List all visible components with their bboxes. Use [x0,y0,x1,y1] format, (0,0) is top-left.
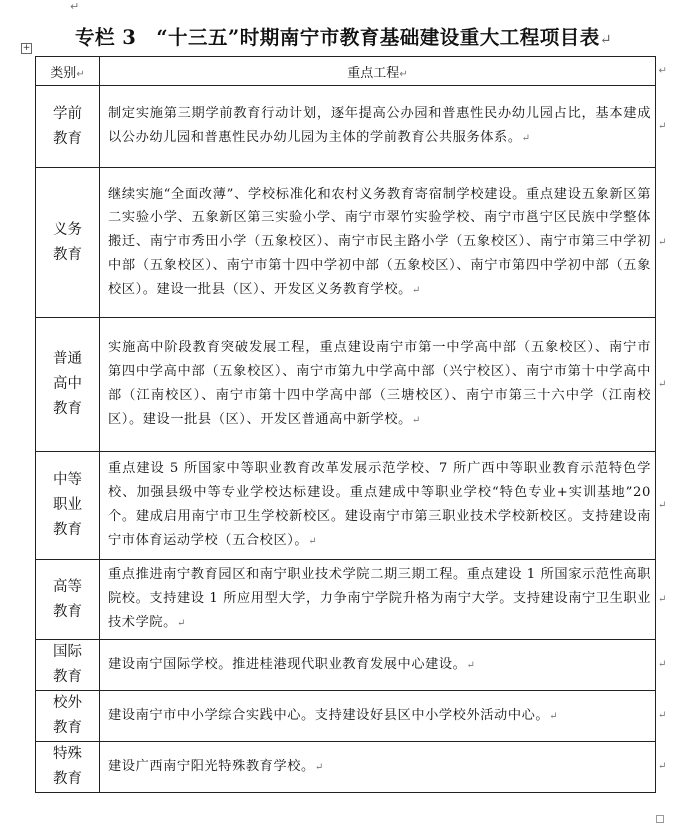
row-end-mark: ↵ [658,378,667,390]
category-line: 教育 [53,669,82,685]
content-text: 实施高中阶段教育突破发展工程，重点建设南宁市第一中学高中部（五象校区）、南宁市第四中学高中部（五象校区）、南宁市第九中学高中部（兴宁校区）、南宁市第十中学高中部（江南校区）、南宁市第十四中学高中部（三塘校区）、南宁市第三十六中学（江南校区）。建设一批县（区）、开发区普通高中新学校。 [108,340,651,427]
project-table [35,56,667,793]
table-row [36,691,656,742]
table-row [36,742,656,793]
category-line: 教育 [53,522,82,538]
row-content [100,640,667,691]
category-line: 国际 [53,644,82,660]
content-text: 重点推进南宁教育园区和南宁职业技术学院二期三期工程。重点建设 1 所国家示范性高职院校。支持建设 1 所应用型大学，力争南宁学院升格为南宁大学。支持建设南宁卫生职业技术学院。 [108,567,651,630]
content-text: 建设南宁市中小学综合实践中心。支持建设好县区中小学校外活动中心。 [108,707,550,723]
row-content [100,452,667,560]
row-category [36,168,100,318]
category-line: 教育 [53,720,82,736]
category-line: 高等 [53,578,82,595]
paragraph-mark: ↵ [521,133,531,144]
category-line: 特殊 [53,746,82,762]
table-row [36,452,656,560]
table-row [36,640,656,691]
row-end-mark: ↵ [658,593,667,605]
title-paragraph-mark: ↵ [599,32,613,48]
row-end-mark: ↵ [658,236,667,248]
header-project: 重点工程↵ ↵ [100,57,656,86]
content-text: 继续实施“全面改薄”、学校标准化和农村义务教育寄宿制学校建设。重点建设五象新区第二实验小学、五象新区第三实验小学、南宁市翠竹实验学校、南宁市邕宁区民族中学整体搬迁、南宁市秀田小学（五象校区）、南宁市民主路小学（五象校区）、南宁市第三中学初中部（五象校区）、南宁市第十四中学初中部（五象校区）、南宁市第四中学初中部（五象校区）。建设一批县（区）、开发区义务教育学校。 [108,186,651,297]
content-text: 重点建设 5 所国家中等职业教育改革发展示范学校、7 所广西中等职业教育示范特色学校、加强县级中等专业学校达标建设。重点建成中等职业学校“特色专业+实训基地”20 个。建成启用南宁市卫生学校新校区。建设南宁市第三职业技术学校新校区。支持建设南宁市体育运动学校（五合校区）。 [108,461,651,548]
row-category [36,86,100,168]
paragraph-mark-top: ↵ [70,0,80,13]
table-row [36,168,656,318]
row-content [100,168,667,318]
category-line: 教育 [53,401,82,417]
row-category [36,560,100,640]
title-text: 专栏 3 “十三五”时期南宁市教育基础建设重大工程项目表 [74,26,600,49]
row-category [36,640,100,691]
paragraph-mark: ↵ [411,414,421,426]
row-end-mark: ↵ [658,761,667,773]
paragraph-mark: ↵ [308,535,318,547]
paragraph-mark: ↵ [314,761,324,773]
category-line: 普通 [53,351,82,367]
table-row [36,560,656,640]
table-row [36,86,656,168]
row-content [100,691,667,742]
category-line: 教育 [53,603,82,620]
paragraph-mark: ↵ [466,659,476,671]
row-end-mark: ↵ [658,499,667,511]
table-row [36,318,656,452]
row-end-mark: ↵ [658,659,667,671]
category-line: 义务 [53,221,82,238]
row-category [36,691,100,742]
header-category: 类别↵ [36,57,100,86]
category-line: 中等 [53,472,82,488]
category-line: 职业 [53,497,82,513]
content-text: 建设广西南宁阳光特殊教育学校。 [108,758,315,774]
row-content [100,318,667,452]
category-line: 教育 [53,246,82,263]
table-move-handle-icon[interactable]: + [22,43,31,53]
category-line: 教育 [53,771,82,787]
category-line: 教育 [53,130,82,147]
row-end-mark: ↵ [658,710,667,722]
row-category [36,452,100,560]
row-category [36,318,100,452]
content-text: 建设南宁国际学校。推进桂港现代职业教育发展中心建设。 [108,656,467,672]
row-content [100,742,667,793]
row-end-mark: ↵ [658,120,667,132]
paragraph-mark: ↵ [176,617,186,629]
page-title [0,22,687,50]
category-line: 校外 [53,695,82,711]
category-line: 学前 [53,105,82,122]
document-end-marker [656,815,664,823]
content-text: 制定实施第三期学前教育行动计划，逐年提高公办园和普惠性民办幼儿园占比，基本建成以公办幼儿园和普惠性民办幼儿园为主体的学前教育公共服务体系。 [108,106,651,145]
row-category [36,742,100,793]
row-content [100,560,667,640]
paragraph-mark: ↵ [549,710,559,722]
table-header-row [36,57,656,86]
row-content [100,86,667,168]
paragraph-mark: ↵ [411,284,421,296]
category-line: 高中 [53,376,82,392]
